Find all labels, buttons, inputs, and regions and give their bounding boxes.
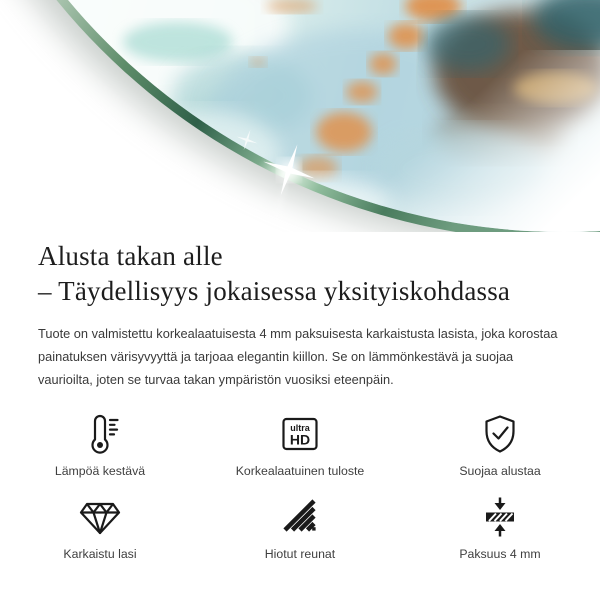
round-glass-panel-photo xyxy=(0,0,600,232)
feature-tempered-glass xyxy=(0,495,200,561)
feature-heat-resistant xyxy=(0,412,200,478)
svg-text:HD: HD xyxy=(289,431,311,448)
features-grid xyxy=(0,412,600,561)
thermometer-icon xyxy=(74,412,126,456)
feature-label: Korkealaatuinen tuloste xyxy=(235,464,365,478)
feature-thickness-4mm xyxy=(400,495,600,561)
section-heading xyxy=(38,239,562,309)
feature-label: Paksuus 4 mm xyxy=(459,547,541,561)
feature-polished-edges xyxy=(200,495,400,561)
feature-label: Suojaa alustaa xyxy=(459,464,541,478)
shield-check-icon xyxy=(474,412,526,456)
product-hero-image xyxy=(0,0,600,232)
feature-ultra-hd-print xyxy=(200,412,400,478)
polished-edges-icon xyxy=(274,495,326,539)
feature-label: Hiotut reunat xyxy=(264,547,336,561)
heading-line-1: Alusta takan alle xyxy=(38,241,223,271)
heading-line-2: – Täydellisyys jokaisessa yksityiskohdassa xyxy=(38,276,511,306)
feature-label: Karkaistu lasi xyxy=(63,547,137,561)
feature-label: Lämpöä kestävä xyxy=(54,464,146,478)
thickness-icon xyxy=(474,495,526,539)
svg-text:ultra: ultra xyxy=(290,423,310,433)
text-content xyxy=(0,239,600,391)
product-description: Tuote on valmistettu korkealaatuisesta 4 mm paksuisesta karkaistusta lasista, joka korostaa painatuksen värisyvyyttä ja tarjoaa elegantin kiillon. Se on lämmönkestävä ja suojaa vaurioilta, joten se turvaa takan ympäristön vuosiksi eteenpäin. xyxy=(38,326,558,387)
feature-protects-base xyxy=(400,412,600,478)
ultra-hd-icon xyxy=(274,412,326,456)
diamond-icon xyxy=(74,495,126,539)
